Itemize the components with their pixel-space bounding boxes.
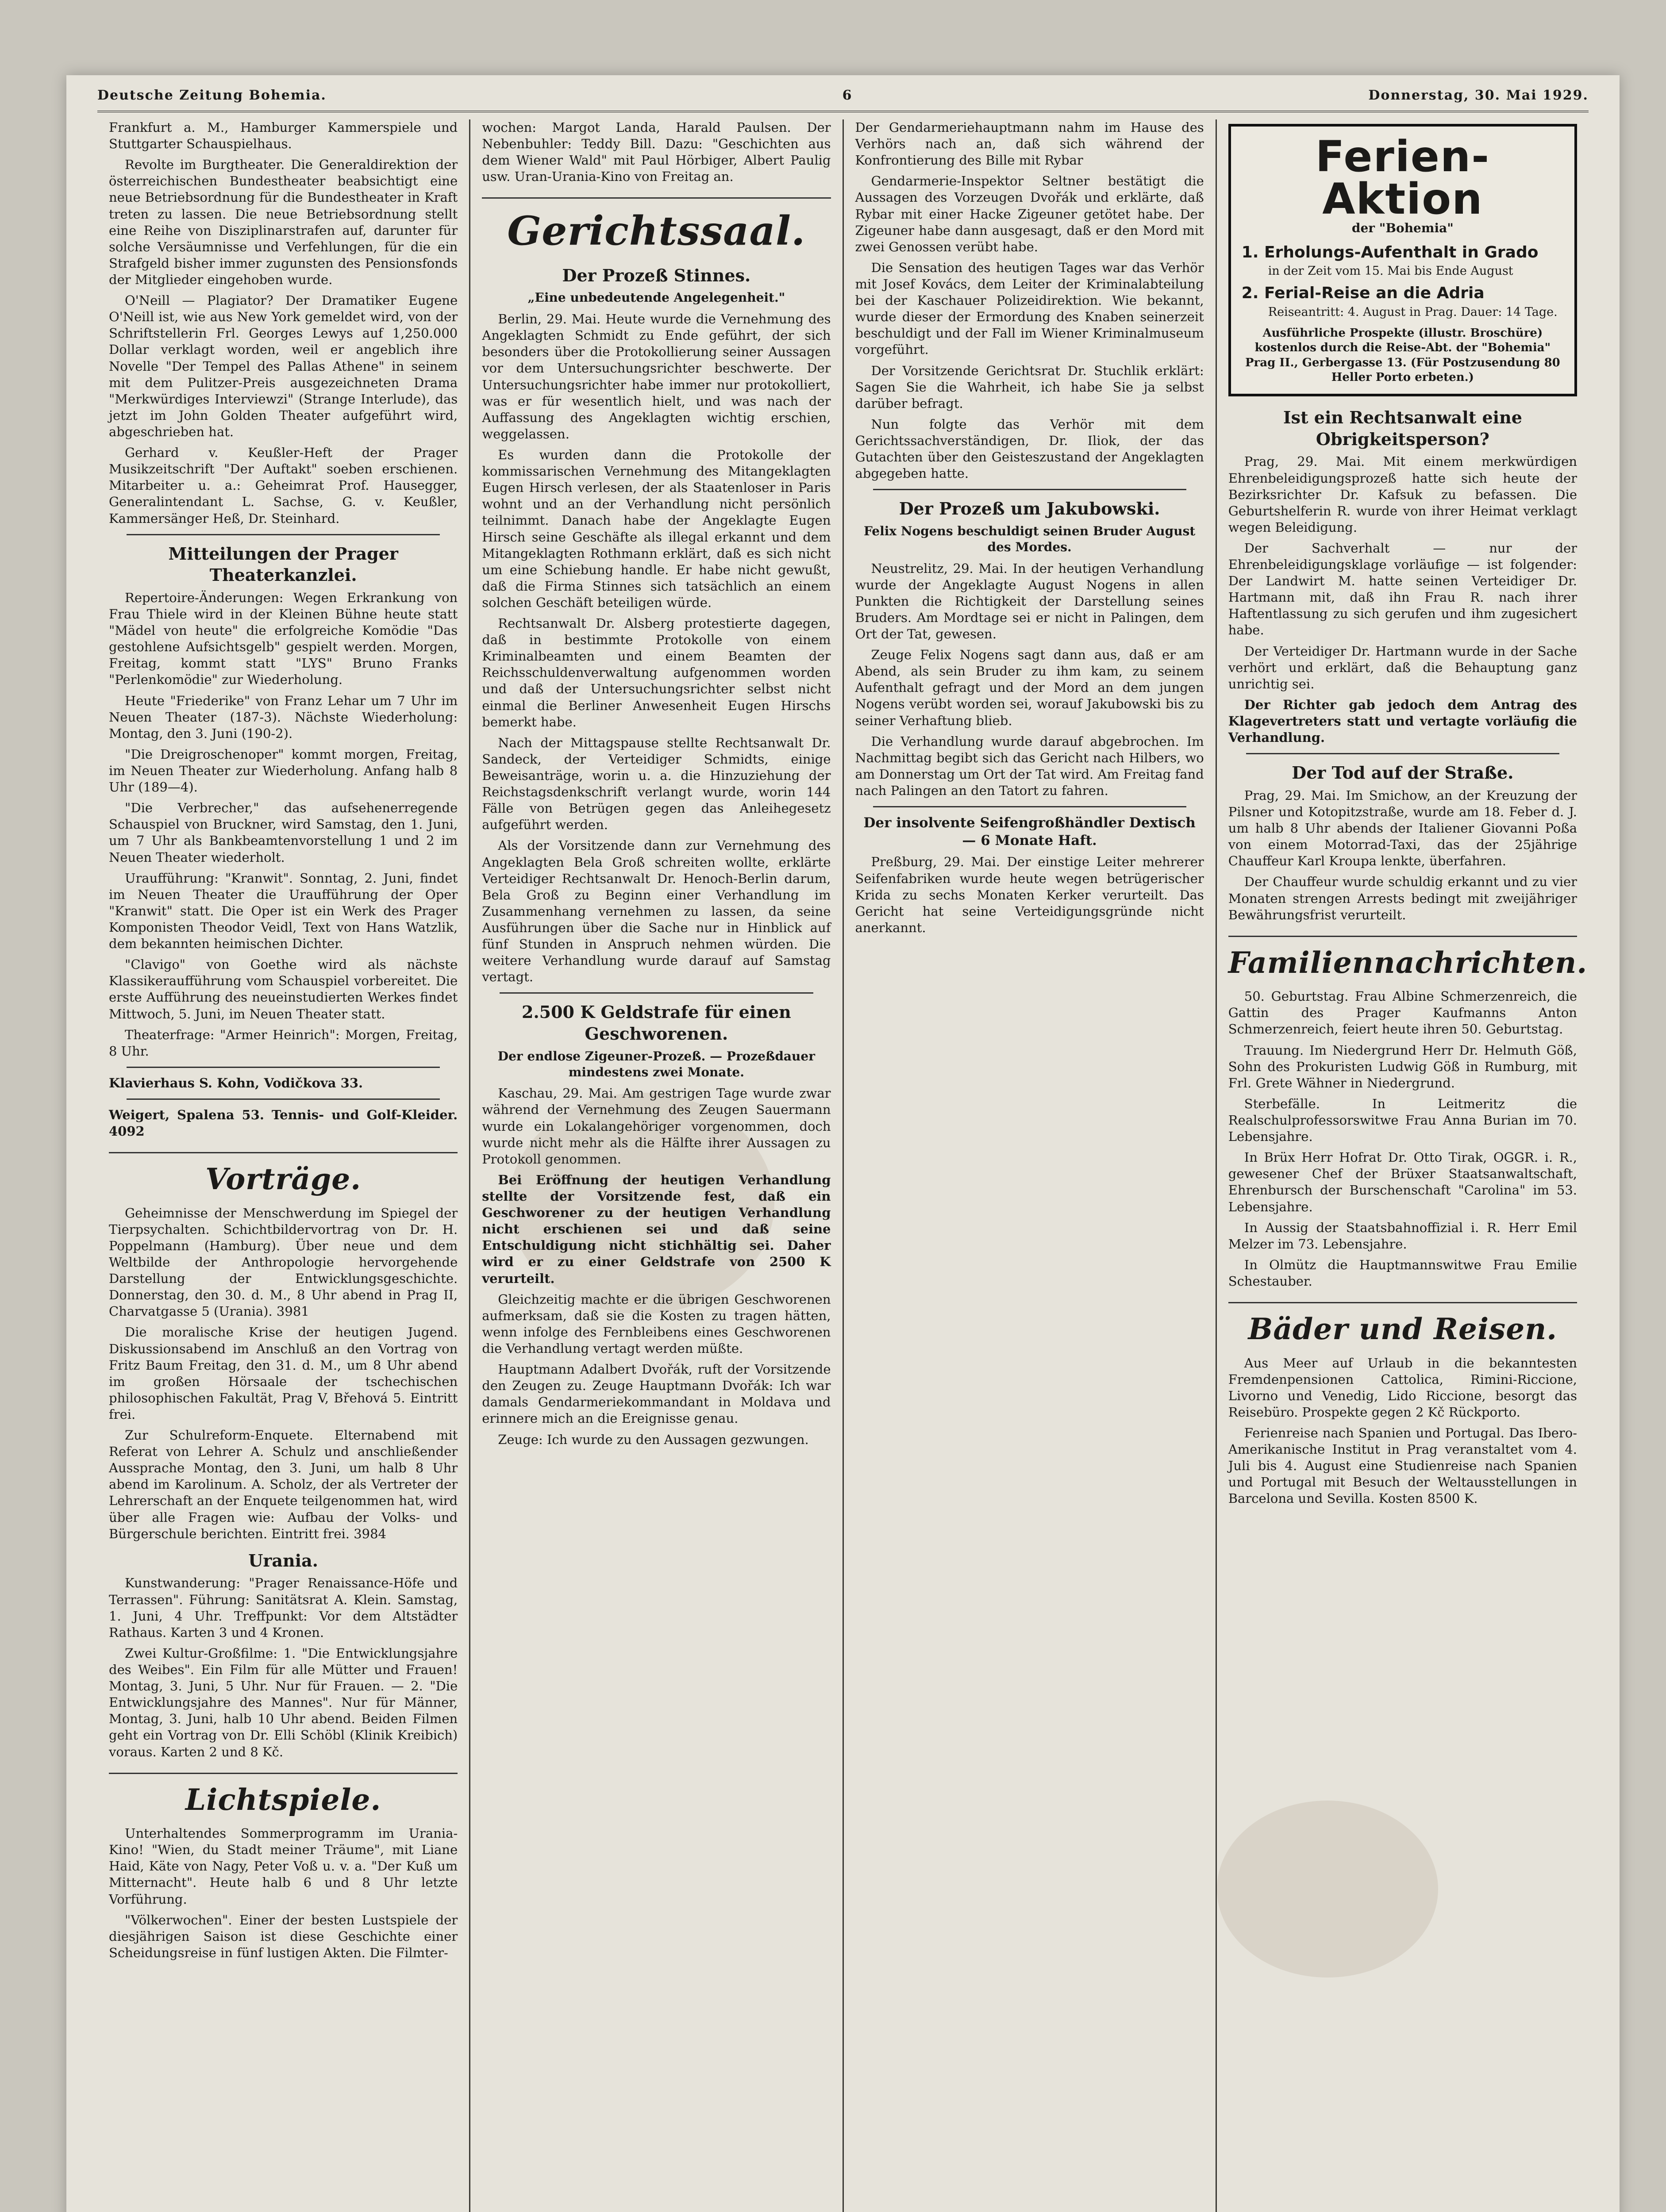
article-paragraph: Nach der Mittagspause stellte Rechtsanwalt Dr. Sandeck, der Verteidiger Schmidts, einige Beweisanträge, worin u. a. die Hinzuziehung der Reichstagsdenkschrift verlangt wurde, worin 144 Fälle von Betrügen gegen das Anleihegesetz aufgeführt werden. [482, 735, 831, 833]
divider [873, 806, 1186, 807]
divider [127, 534, 440, 535]
article-paragraph: "Clavigo" von Goethe wird als nächste Klassikeraufführung vom Schauspiel vorbereitet. Die erste Aufführung des neueinstudierten Werkes findet Mittwoch, 5. Juni, im Neuen Theater statt. [109, 957, 458, 1022]
article-headline: Der Tod auf der Straße. [1292, 763, 1514, 783]
article-paragraph: Die Verhandlung wurde darauf abgebrochen. Im Nachmittag begibt sich das Gericht nach Hilbers, wo am Donnerstag um Ort der Tat wird. Am Freitag fand nach Palingen an den Tatort zu fahren. [855, 733, 1204, 798]
article-paragraph: Hauptmann Adalbert Dvořák, ruft der Vorsitzende den Zeugen zu. Zeuge Hauptmann Dvořák: Ich war damals Gendarmeriekommandant in Moldava und erinnere mich an die Ereignisse genau. [482, 1362, 831, 1426]
section-heading-lichtspiele: Lichtspiele. [109, 1773, 458, 1818]
article-paragraph: Gleichzeitig machte er die übrigen Geschworenen aufmerksam, daß sie die Kosten zu tragen hätten, wenn infolge des Fernbleibens eines Geschworenen die Verhandlung vertagt werden müßte. [482, 1291, 831, 1356]
page-header [97, 80, 1589, 112]
article-paragraph: Trauung. Im Niedergrund Herr Dr. Helmuth Göß, Sohn des Prokuristen Ludwig Göß in Rumburg, mit Frl. Grete Wähner in Niedergrund. [1228, 1042, 1577, 1091]
article-paragraph: Der Sachverhalt — nur der Ehrenbeleidigungsklage vorläufige — ist folgender: Der Landwirt M. hatte seinen Verteidiger Dr. Hartmann mit, daß ihn Frau R. nach ihrer Haftentlassung zu sich gerufen und ihm zugesichert habe. [1228, 540, 1577, 638]
article-paragraph: Als der Vorsitzende dann zur Vernehmung des Angeklagten Bela Groß schreiten wollte, erklärte Verteidiger Rechtsanwalt Dr. Henoch-Berlin darum, Bela Groß zu Beginn einer Verhandlung im Zusammenhang vernehmen zu lassen, da seine Ausführungen über die Sache nur in Hinblick auf fünf Stunden in Anspruch nehmen würden. Die weitere Verhandlung wurde darauf auf Samstag vertagt. [482, 838, 831, 985]
ad-footer: Ausführliche Prospekte (illustr. Broschüre) kostenlos durch die Reise-Abt. der "Bohemia" Prag II., Gerbergasse 13. (Für Postzusendung 80 Heller Porto erbeten.) [1245, 326, 1560, 384]
article-paragraph: Zeuge Felix Nogens sagt dann aus, daß er am Abend, als sein Bruder zu ihm kam, zu seinem Aufenthalt gefragt und der Mord an dem jungen Nogens verübt worden sei, worauf Jakubowski bis zu seiner Verhaftung blieb. [855, 647, 1204, 728]
article-paragraph: Revolte im Burgtheater. Die Generaldirektion der österreichischen Bundestheater beabsichtigt eine neue Betriebsordnung für die Bundestheater in Kraft treten zu lassen. Die neue Betriebsordnung stellt eine Reihe von Disziplinarstrafen auf, darunter für solche Versäumnisse und Verfehlungen, für die ein Strafgeld bisher immer zugunsten des Pensionsfonds der Mitglieder eingehoben wurde. [109, 157, 458, 287]
ad-item: 2. Ferial-Reise an die Adria [1241, 284, 1485, 303]
article-paragraph: Es wurden dann die Protokolle der kommissarischen Vernehmung des Mitangeklagten Eugen Hirsch verlesen, der als Staatenloser in Paris wohnt und an der Verhandlung nicht persönlich teilnimmt. Danach habe der Angeklagte Eugen Hirsch seine Geschäfte als illegal erkannt und dem Mitangeklagten Rothmann erklärt, daß es sich nicht um eine Schiebung handle. Er habe nicht gewußt, daß die Firma Stinnes sich tatsächlich an einem solchen Geschäft beteiligen würde. [482, 447, 831, 610]
divider [1246, 753, 1559, 754]
columns [97, 119, 1589, 2212]
section-heading-urania: Urania. [248, 1550, 318, 1571]
article-paragraph: Der Richter gab jedoch dem Antrag des Klagevertreters statt und vertagte vorläufig die Verhandlung. [1228, 697, 1577, 745]
article-paragraph: Die moralische Krise der heutigen Jugend. Diskussionsabend im Anschluß an den Vortrag von Fritz Baum Freitag, den 31. d. M., um 8 Uhr abend im großen Hörsaale der tschechischen philosophischen Fakultät, Prag V, Břehová 5. Eintritt frei. [109, 1325, 458, 1422]
article-paragraph: Theaterfrage: "Armer Heinrich": Morgen, Freitag, 8 Uhr. [109, 1027, 458, 1059]
article-paragraph: Zur Schulreform-Enquete. Elternabend mit Referat von Lehrer A. Schulz und anschließender Aussprache Montag, den 3. Juni, um halb 8 Uhr abend im Karolinum. A. Scholz, der als Vertreter der Lehrerschaft an der Enquete teilgenommen hat, wird über alle Fragen wie: Aufbau der Volks- und Bürgerschule berichten. Eintritt frei. 3984 [109, 1428, 458, 1541]
article-paragraph: Unterhaltendes Sommerprogramm im Urania-Kino! "Wien, du Stadt meiner Träume", mit Liane Haid, Käte von Nagy, Peter Voß u. v. a. "Der Kuß um Mitternacht". Heute halb 6 und 8 Uhr letzte Vorführung. [109, 1826, 458, 1907]
issue-date: Donnerstag, 30. Mai 1929. [1368, 87, 1589, 103]
article-paragraph: Repertoire-Änderungen: Wegen Erkrankung von Frau Thiele wird in der Kleinen Bühne heute statt "Mädel von heute" die erfolgreiche Komödie "Das gestohlene Aufsichtsgelb" gespielt werden. Morgen, Freitag, kommt statt "LYS" Bruno Franks "Perlenkomödie" zur Wiederholung. [109, 590, 458, 687]
article-paragraph: Rechtsanwalt Dr. Alsberg protestierte dagegen, daß in bestimmte Protokolle von einem Kriminalbeamten und einem Beamten der Reichsschuldenverwaltung aufgenommen worden und daß der Untersuchungsrichter selbst nicht einmal die Berliner Anwesenheit Eugen Hirschs bemerkt habe. [482, 616, 831, 730]
small-ad: Weigert, Spalena 53. Tennis- und Golf-Kleider. 4092 [109, 1107, 458, 1139]
article-paragraph: Gerhard v. Keußler-Heft der Prager Musikzeitschrift "Der Auftakt" soeben erschienen. Mitarbeiter u. a.: Geheimrat Prof. Hausegger, Generalintendant L. Sachse, G. v. Keußler, Kammersänger Heß, Dr. Steinhard. [109, 445, 458, 526]
column-4 [1217, 119, 1589, 2212]
ad-item-detail: Reiseantritt: 4. August in Prag. Dauer: 14 Tage. [1268, 305, 1558, 319]
page-number: 6 [842, 87, 853, 103]
article-paragraph: In Brüx Herr Hofrat Dr. Otto Tirak, OGGR. i. R., gewesener Chef der Brüxer Staatsanwaltschaft, Ehrenbursch der Burschenschaft "Carolina" im 53. Lebensjahre. [1228, 1150, 1577, 1214]
article-paragraph: Der Verteidiger Dr. Hartmann wurde in der Sache verhört und erklärt, daß die Behauptung ganz unrichtig sei. [1228, 643, 1577, 691]
article-paragraph: Bei Eröffnung der heutigen Verhandlung stellte der Vorsitzende fest, daß ein Geschworener zu der heutigen Verhandlung nicht erschienen sei und daß seine Entschuldigung nicht stichhältig sei. Daher wird er zu einer Geldstrafe von 2500 K verurteilt. [482, 1172, 831, 1286]
article-paragraph: Uraufführung: "Kranwit". Sonntag, 2. Juni, findet im Neuen Theater die Uraufführung der Oper "Kranwit" statt. Die Oper ist ein Werk des Prager Komponisten Theodor Veidl, Text von Hans Watzlik, dem bekannten heimischen Dichter. [109, 870, 458, 952]
article-paragraph: Kunstwanderung: "Prager Renaissance-Höfe und Terrassen". Führung: Sanitätsrat A. Klein. Samstag, 1. Juni, 4 Uhr. Treffpunkt: Vor dem Altstädter Rathaus. Karten 3 und 4 Kronen. [109, 1575, 458, 1640]
article-paragraph: Neustrelitz, 29. Mai. In der heutigen Verhandlung wurde der Angeklagte August Nogens in allen Punkten die Richtigkeit der Darstellung seines Bruders. Am Mordtage sei er nicht in Palingen, dem Ort der Tat, gewesen. [855, 561, 1204, 642]
article-paragraph: Preßburg, 29. Mai. Der einstige Leiter mehrerer Seifenfabriken wurde heute wegen betrügerischer Krida zu sechs Monaten Kerker verurteilt. Das Gericht hat seine Verteidigungsgründe nicht anerkannt. [855, 854, 1204, 935]
article-paragraph: In Aussig der Staatsbahnoffizial i. R. Herr Emil Melzer im 73. Lebensjahre. [1228, 1220, 1577, 1252]
article-paragraph: 50. Geburtstag. Frau Albine Schmerzenreich, die Gattin des Prager Kaufmanns Anton Schmerzenreich, feiert heute ihren 50. Geburtstag. [1228, 989, 1577, 1037]
newspaper-page [66, 75, 1620, 2212]
article-subhead: Der endlose Zigeuner-Prozeß. — Prozeßdauer mindestens zwei Monate. [497, 1048, 815, 1079]
article-paragraph: "Die Verbrecher," das aufsehenerregende Schauspiel von Bruckner, wird Samstag, den 1. Juni, um 7 Uhr als Bankbeamtenvorstellung 1 und 2 im Neuen Theater wiederholt. [109, 800, 458, 865]
article-paragraph: Aus Meer auf Urlaub in die bekanntesten Fremdenpensionen Cattolica, Rimini-Riccione, Livorno und Venedig, Lido Riccione, besorgt das Reisebüro. Prospekte gegen 2 Kč Rückporto. [1228, 1355, 1577, 1420]
article-paragraph: Nun folgte das Verhör mit dem Gerichtssachverständigen, Dr. Iliok, der das Gutachten über den Geisteszustand der Angeklagten abgegeben hatte. [855, 416, 1204, 481]
masthead-title: Deutsche Zeitung Bohemia. [97, 87, 327, 103]
article-paragraph: Die Sensation des heutigen Tages war das Verhör mit Josef Kovács, dem Leiter der Kriminalabteilung bei der Kaschauer Polizeidirektion. Wie bekannt, wurde dieser der Ermordung des Knaben seinerzeit beschuldigt und der Fall im Wiener Kriminalmuseum vorgeführt. [855, 260, 1204, 357]
article-paragraph: "Völkerwochen". Einer der besten Lustspiele der diesjährigen Saison ist diese Geschichte einer Scheidungsreise in fünf lustigen Akten. Die Filmter- [109, 1912, 458, 1960]
article-headline: 2.500 K Geldstrafe für einen Geschworenen. [522, 1002, 791, 1044]
article-headline: Der Prozeß Stinnes. [562, 265, 751, 285]
ad-subtitle: der "Bohemia" [1351, 221, 1454, 235]
divider [873, 489, 1186, 490]
article-subhead: „Eine unbedeutende Angelegenheit." [527, 290, 785, 305]
divider [127, 1098, 440, 1100]
article-paragraph: wochen: Margot Landa, Harald Paulsen. Der Nebenbuhler: Teddy Bill. Dazu: "Geschichten aus dem Wiener Wald" mit Paul Hörbiger, Albert Paulig usw. Uran-Urania-Kino von Freitag an. [482, 120, 831, 184]
column-2 [470, 119, 843, 2212]
article-paragraph: Gendarmerie-Inspektor Seltner bestätigt die Aussagen des Vorzeugen Dvořák und erklärte, daß Rybar mit einer Hacke Zigeuner getötet habe. Der Zigeuner habe dann ausgesagt, daß er den Mord mit zwei Genossen verübt habe. [855, 173, 1204, 254]
article-paragraph: Sterbefälle. In Leitmeritz die Realschulprofessorswitwe Frau Anna Burian im 70. Lebensjahre. [1228, 1096, 1577, 1144]
article-paragraph: Der Gendarmeriehauptmann nahm im Hause des Verhörs nach an, daß sich während der Konfrontierung des Bille mit Rybar [855, 120, 1204, 168]
article-paragraph: Kaschau, 29. Mai. Am gestrigen Tage wurde zwar während der Vernehmung des Zeugen Sauermann wurde ein Lokalangehöriger vorgenommen, doch wurde nicht mehr als die Hälfte ihrer Aussagen zu Protokoll genommen. [482, 1086, 831, 1167]
divider [500, 992, 813, 994]
article-paragraph: Prag, 29. Mai. Im Smichow, an der Kreuzung der Pilsner und Kotopitzstraße, wurde am 18. Feber d. J. um halb 8 Uhr abends der Italiener Giovanni Poßa von einem Motorrad-Taxi, das der 25jährige Chauffeur Karl Kroupa lenkte, überfahren. [1228, 787, 1577, 869]
article-paragraph: Frankfurt a. M., Hamburger Kammerspiele und Stuttgarter Schauspielhaus. [109, 120, 458, 152]
article-paragraph: Der Chauffeur wurde schuldig erkannt und zu vier Monaten strengen Arrests bedingt mit zweijähriger Bewährungsfrist verurteilt. [1228, 874, 1577, 922]
article-paragraph: Der Vorsitzende Gerichtsrat Dr. Stuchlik erklärt: Sagen Sie die Wahrheit, ich habe Sie ja selbst darüber befragt. [855, 363, 1204, 411]
ad-item: 1. Erholungs-Aufenthalt in Grado [1241, 243, 1539, 261]
article-paragraph: O'Neill — Plagiator? Der Dramatiker Eugene O'Neill ist, wie aus New York gemeldet wird, von der Schriftstellerin Frl. Georges Lewys auf 1,250.000 Dollar verklagt worden, weil er angeblich ihre Novelle "Der Tempel des Pallas Athene" in seinem mit dem Pulitzer-Preis ausgezeichneten Drama "Merkwürdiges Interviewzi" (Strange Interlude), das jetzt im John Golden Theater aufgeführt wird, abgeschrieben hat. [109, 293, 458, 439]
article-paragraph: Zeuge: Ich wurde zu den Aussagen gezwungen. [498, 1432, 809, 1447]
divider [127, 1067, 440, 1068]
article-paragraph: Heute "Friederike" von Franz Lehar um 7 Uhr im Neuen Theater (187-3). Nächste Wiederholung: Montag, den 3. Juni (190-2). [109, 693, 458, 741]
ad-title: Ferien-Aktion [1315, 132, 1490, 224]
article-paragraph: In Olmütz die Hauptmannswitwe Frau Emilie Schestauber. [1228, 1257, 1577, 1289]
article-subhead: Felix Nogens beschuldigt seinen Bruder August des Mordes. [863, 523, 1196, 554]
article-paragraph: Berlin, 29. Mai. Heute wurde die Vernehmung des Angeklagten Schmidt zu Ende geführt, der sich besonders über die Protokollierung seiner Aussagen vor dem Untersuchungsrichter beschwerte. Der Untersuchungsrichter habe immer nur protokolliert, was er für wesentlich hielt, und was nach der Auffassung des Angeklagten wichtig erschien, weggelassen. [482, 311, 831, 442]
article-paragraph: Prag, 29. Mai. Mit einem merkwürdigen Ehrenbeleidigungsprozeß hatte sich heute der Bezirksrichter Dr. Kafsuk zu befassen. Die Geburtshelferin R. wurde von ihrer Heimat verklagt wegen Beleidigung. [1228, 454, 1577, 535]
article-paragraph: Ferienreise nach Spanien und Portugal. Das Ibero-Amerikanische Institut in Prag veranstaltet vom 4. Juli bis 4. August eine Studienreise nach Spanien und Portugal mit Besuch der Weltausstellungen in Barcelona und Sevilla. Kosten 8500 K. [1228, 1425, 1577, 1506]
ad-item-detail: in der Zeit vom 15. Mai bis Ende August [1268, 264, 1513, 278]
column-3 [844, 119, 1217, 2212]
section-heading-vortraege: Vorträge. [109, 1152, 458, 1198]
section-heading-gerichtssaal: Gerichtssaal. [482, 197, 831, 257]
section-heading-familiennachrichten: Familiennachrichten. [1228, 936, 1577, 981]
section-heading-theater: Mitteilungen der Prager Theaterkanzlei. [168, 543, 398, 585]
article-headline: Der insolvente Seifengroßhändler Dextisch — 6 Monate Haft. [863, 815, 1196, 849]
article-headline: Der Prozeß um Jakubowski. [899, 499, 1160, 519]
ferien-aktion-advertisement [1228, 124, 1577, 396]
article-paragraph: Geheimnisse der Menschwerdung im Spiegel der Tierpsychalten. Schichtbildervortrag von Dr. H. Poppelmann (Hamburg). Über neue und dem Weltbilde der Anthropologie hervorgehende Darstellung der Entwicklungsgeschichte. Donnerstag, den 30. d. M., 8 Uhr abend in Prag II, Charvatgasse 5 (Urania). 3981 [109, 1205, 458, 1319]
small-ad: Klavierhaus S. Kohn, Vodičkova 33. [109, 1075, 363, 1091]
article-headline: Ist ein Rechtsanwalt eine Obrigkeitsperson? [1283, 407, 1522, 449]
column-1 [97, 119, 470, 2212]
article-paragraph: Zwei Kultur-Großfilme: 1. "Die Entwicklungsjahre des Weibes". Ein Film für alle Mütter und Frauen! Montag, 3. Juni, 5 Uhr. Nur für Frauen. — 2. "Die Entwicklungsjahre des Mannes". Nur für Männer, Montag, 3. Juni, halb 10 Uhr abend. Beiden Filmen geht ein Vortrag von Dr. Elli Schöbl (Klinik Kreibich) voraus. Karten 2 und 8 Kč. [109, 1645, 458, 1759]
article-paragraph: "Die Dreigroschenoper" kommt morgen, Freitag, im Neuen Theater zur Wiederholung. Anfang halb 8 Uhr (189—4). [109, 746, 458, 795]
section-heading-baeder: Bäder und Reisen. [1228, 1302, 1577, 1348]
